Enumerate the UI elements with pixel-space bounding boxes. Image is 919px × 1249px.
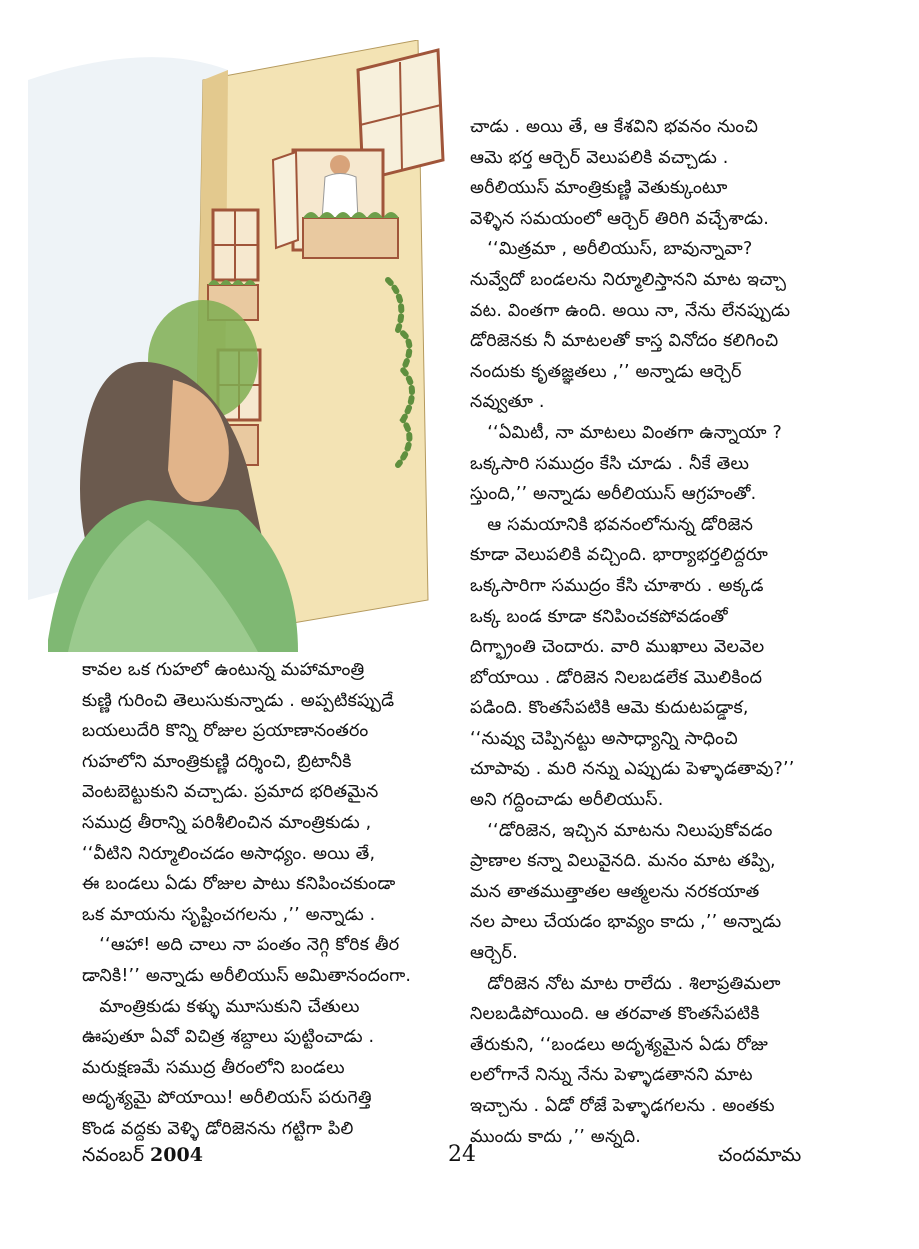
text-line: కొండ వద్దకు వెళ్ళి డోరిజెనను గట్టిగా పిలి — [82, 1118, 354, 1139]
text-line: ‘‘ఆహా! అది చాలు నా పంతం నెగ్గి కోరిక తీర — [82, 935, 400, 956]
text-line: కుణ్ణి గురించి తెలుసుకున్నాడు . అప్పటికప్పుడే — [82, 690, 395, 711]
text-line: బయలుదేరి కొన్ని రోజుల ప్రయాణానంతరం — [82, 721, 369, 742]
text-line: నిలబడిపోయింది. ఆ తరవాత కొంతసేపటికి — [470, 1004, 760, 1025]
text-line: తేరుకుని, ‘‘బండలు అదృశ్యమైన ఏడు రోజు — [470, 1034, 769, 1055]
text-line: లలోగానే నిన్ను నేను పెళ్ళాడతానని మాట — [470, 1065, 753, 1086]
text-line: దిగ్భ్రాంతి చెందారు. వారి ముఖాలు వెలవెల — [470, 637, 765, 658]
text-line: ముందు కాదు ,’’ అన్నది. — [470, 1126, 642, 1147]
text-line: స్తుంది,’’ అన్నాడు అరీలియుస్ ఆగ్రహంతో. — [470, 484, 757, 505]
text-line: ‘‘ఏమిటీ, నా మాటలు వింతగా ఉన్నాయా ? — [470, 422, 782, 443]
text-line: నందుకు కృతజ్ఞతలు ,’’ అన్నాడు ఆర్చెర్ — [470, 361, 742, 382]
text-line: చాడు . అయి తే, ఆ కేశవిని భవనం నుంచి — [470, 117, 759, 137]
text-line: అదృశ్యమై పోయాయి! అరీలియస్ పరుగెత్తి — [82, 1088, 372, 1109]
text-line: ఒక్కసారిగా సముద్రం కేసి చూశారు . అక్కడ — [470, 575, 764, 596]
text-line: ఆర్చెర్. — [470, 943, 518, 964]
text-line: ఒక్కసారి సముద్రం కేసి చూడు . నీకే తెలు — [470, 453, 750, 474]
text-line: ‘‘వీటిని నిర్మూలించడం అసాధ్యం. అయి తే, — [82, 843, 376, 864]
issue-date — [82, 1144, 203, 1171]
left-text-column — [82, 655, 467, 1145]
text-line: ఆమె భర్త ఆర్చెర్ వెలుపలికి వచ్చాడు . — [470, 147, 729, 168]
text-line: సముద్ర తీరాన్ని పరిశీలించిన మాంత్రికుడు , — [82, 812, 372, 833]
story-illustration — [28, 40, 458, 652]
text-line: కూడా వెలుపలికి వచ్చింది. భార్యాభర్తలిద్దరూ — [470, 545, 768, 566]
magazine-name: చందమామ — [718, 1144, 802, 1166]
text-line: పడింది. కొంతసేపటికి ఆమె కుదుటపడ్డాక, — [470, 698, 749, 719]
text-line: నువ్వేదో బండలను నిర్మూలిస్తానని మాట ఇచ్చా — [470, 269, 787, 290]
text-line: అని గద్దించాడు అరీలియుస్. — [470, 790, 664, 811]
text-line: బోయాయి . డోరిజెన నిలబడలేక మొలికింద — [470, 667, 763, 688]
page-number: 24 — [448, 1142, 476, 1167]
text-line: డోరిజెనకు నీ మాటలతో కాస్త వినోదం కలిగించి — [470, 331, 779, 352]
text-line: వెళ్ళిన సమయంలో ఆర్చెర్ తిరిగి వచ్చేశాడు. — [470, 208, 769, 229]
text-line: చూపావు . మరి నన్ను ఎప్పుడు పెళ్ళాడతావు?’’ — [470, 759, 795, 780]
text-line: ఊపుతూ ఏవో విచిత్ర శబ్దాలు పుట్టించాడు . — [82, 1027, 375, 1048]
text-line: ఒక్క బండ కూడా కనిపించకపోవడంతో — [470, 606, 728, 627]
text-line: డానికి!’’ అన్నాడు అరీలియుస్ అమితానందంగా. — [82, 965, 412, 986]
text-line: అరీలియుస్ మాంత్రికుణ్ణి వెతుక్కుంటూ — [470, 178, 728, 199]
text-line: గుహలోని మాంత్రికుణ్ణి దర్శించి, బ్రిటానీకి — [82, 751, 352, 772]
text-line: మాంత్రికుడు కళ్ళు మూసుకుని చేతులు — [82, 996, 360, 1017]
text-line: ఒక మాయను సృష్టించగలను ,’’ అన్నాడు . — [82, 904, 376, 925]
text-line: నవ్వుతూ . — [470, 392, 545, 413]
text-line: ‘‘మిత్రమా , అరీలియుస్, బావున్నావా? — [470, 239, 753, 260]
text-line: నల పాలు చేయడం భావ్యం కాదు ,’’ అన్నాడు — [470, 912, 782, 933]
text-line: మన తాతముత్తాతల ఆత్మలను నరకయాత — [470, 881, 760, 902]
issue-year: 2004 — [150, 1144, 203, 1166]
text-line: డోరిజెన నోట మాట రాలేదు . శిలాప్రతిమలా — [470, 973, 781, 994]
issue-month: నవంబర్ — [82, 1144, 144, 1166]
text-line: మరుక్షణమే సముద్ర తీరంలోని బండలు — [82, 1057, 345, 1078]
text-line: ప్రాణాల కన్నా విలువైనది. మనం మాట తప్పి, — [470, 851, 776, 872]
text-line: ‘‘డోరిజెన, ఇచ్చిన మాటను నిలుపుకోవడం — [470, 820, 773, 841]
text-line: వట. వింతగా ఉంది. అయి నా, నేను లేనప్పుడు — [470, 300, 791, 321]
text-line: ఈ బండలు ఏడు రోజుల పాటు కనిపించకుండా — [82, 874, 396, 895]
text-line: ఆ సమయానికి భవనంలోనున్న డోరిజెన — [470, 514, 754, 535]
right-text-column — [470, 112, 890, 1152]
text-line: కావల ఒక గుహలో ఉంటున్న మహామాంత్రి — [82, 660, 365, 680]
text-line: ‘‘నువ్వు చెప్పినట్టు అసాధ్యాన్ని సాధించి — [470, 728, 738, 749]
text-line: ఇచ్చాను . ఏడో రోజే పెళ్ళాడగలను . అంతకు — [470, 1096, 775, 1116]
text-line: వెంటబెట్టుకుని వచ్చాడు. ప్రమాద భరితమైన — [82, 782, 379, 803]
